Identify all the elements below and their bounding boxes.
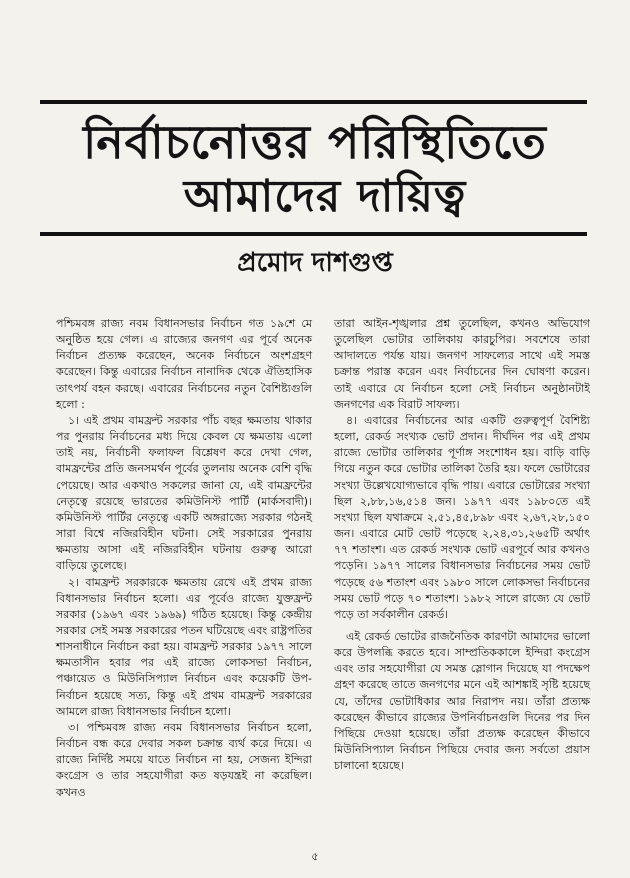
paragraph: ৩। পশ্চিমবঙ্গ রাজ্য নবম বিধানসভার নির্বাচন হলো, নির্বাচন বন্ধ করে দেবার সকল চক্রান্ত ব্যর্থ করে দিয়ে। এ রাজ্যে নির্দিষ্ট সময়ে যাতে নির্বাচন না হয়, সেজন্য ইন্দিরা কংগ্রেস ও তার সহযোগীরা কত ষড়যন্ত্রই না করেছিল। কখনও xyxy=(56,720,312,799)
paragraph: ১। এই প্রথম বামফ্রন্ট সরকার পাঁচ বছর ক্ষমতায় থাকার পর পুনরায় নির্বাচনের মধ্য দিয়ে কেবল যে ক্ষমতায় এলো তাই নয়, নির্বাচনী ফলাফল বিশ্লেষণ করে দেখা গেল, বামফ্রন্টের প্রতি জনসমর্থন পূর্বের তুলনায় অনেক বেশি বৃদ্ধি পেয়েছে। আর একথাও সকলের জানা যে, এই বামফ্রন্টের নেতৃত্বে রয়েছে ভারতের কমিউনিস্ট পার্টি (মার্কসবাদী)। কমিউনিস্ট পার্টির নেতৃত্বে একটি অঙ্গরাজ্যে সরকার গঠনই সারা বিশ্বে নজিরবিহীন ঘটনা। সেই সরকারের পুনরায় ক্ষমতায় আসা এই নজিরবিহীন ঘটনায় গুরুত্ব আরো বাড়িয়ে তুলেছে। xyxy=(56,413,312,573)
paragraph: তারা আইন-শৃঙ্খলার প্রশ্ন তুলেছিল, কখনও অভিযোগ তুলেছিল ভোটার তালিকায় কারচুপির। সবশেষে তারা আদালতে পর্যন্ত যায়। জনগণ সাফল্যের সাথে এই সমস্ত চক্রান্ত পরাস্ত করেন এবং নির্বাচনের দিন ঘোষণা করেন। তাই এবারে যে নির্বাচন হলো সেই নির্বাচন অনুষ্ঠানটাই জনগণের এক বিরাট সাফল্য। xyxy=(334,317,590,411)
paragraph: পশ্চিমবঙ্গ রাজ্য নবম বিধানসভার নির্বাচন গত ১৯শে মে অনুষ্ঠিত হয়ে গেল। এ রাজ্যের জনগণ এর পূর্বে অনেক নির্বাচন প্রত্যক্ষ করেছেন, অনেক নির্বাচনে অংশগ্রহণ করেছেন। কিন্তু এবারের নির্বাচন নানাদিক থেকে ঐতিহাসিক তাৎপর্য বহন করছে। এবারের নির্বাচনের নতুন বৈশিষ্ট্যগুলি হলো : xyxy=(56,317,312,411)
left-column xyxy=(56,316,312,801)
paragraph: এই রেকর্ড ভোটের রাজনৈতিক কারণটা আমাদের ভালো করে উপলব্ধি করতে হবে। সাম্প্রতিককালে ইন্দিরা কংগ্রেস এবং তার সহযোগীরা যে সমস্ত স্লোগান দিয়েছে যা পদক্ষেপ গ্রহণ করেছে তাতে জনগণের মনে এই আশঙ্কাই সৃষ্টি হয়েছে যে, তাঁদের ভোটাধিকার আর নিরাপদ নয়। তাঁরা প্রত্যক্ষ করেছেন কীভাবে রাজ্যের উপনির্বাচনগুলি দিনের পর দিন পিছিয়ে দেওয়া হয়েছে। তাঁরা প্রত্যক্ষ করেছেন কীভাবে মিউনিসিপ্যাল নির্বাচন পিছিয়ে দেবার জন্য সর্বতো প্রয়াস চালানো হয়েছে। xyxy=(334,629,590,773)
title-divider-rule xyxy=(40,232,587,236)
paragraph: ২। বামফ্রন্ট সরকারকে ক্ষমতায় রেখে এই প্রথম রাজ্য বিধানসভার নির্বাচন হলো। এর পূর্বেও রাজ্যে যুক্তফ্রন্ট সরকার (১৯৬৭ এবং ১৯৬৯) গঠিত হয়েছে। কিন্তু কেন্দ্রীয় সরকার সেই সমস্ত সরকারের পতন ঘটিয়েছে এবং রাষ্ট্রপতির শাসনাধীনে নির্বাচন করা হয়। বামফ্রন্ট সরকার ১৯৭৭ সালে ক্ষমতাসীন হবার পর এই রাজ্যে লোকসভা নির্বাচন, পঞ্চায়েত ও মিউনিসিপ্যাল নির্বাচন এবং কয়েকটি উপ-নির্বাচন হয়েছে সত্য, কিন্তু এই প্রথম বামফ্রন্ট সরকারের আমলে রাজ্য বিধানসভার নির্বাচন হলো। xyxy=(56,575,312,718)
right-column xyxy=(334,316,590,774)
author-name: প্রমোদ দাশগুপ্ত xyxy=(237,248,393,278)
page-number: ৫ xyxy=(311,850,319,863)
top-rule xyxy=(40,100,587,104)
paragraph: ৪। এবারের নির্বাচনের আর একটি গুরুত্বপূর্ণ বৈশিষ্ট্য হলো, রেকর্ড সংখ্যক ভোট প্রদান। দীর্ঘদিন পর এই প্রথম রাজ্যে ভোটার তালিকার পূর্ণাঙ্গ সংশোধন হয়। বাড়ি বাড়ি গিয়ে নতুন করে ভোটার তালিকা তৈরি হয়। ফলে ভোটারের সংখ্যা উল্লেখযোগ্যভাবে বৃদ্ধি পায়। এবারে ভোটারের সংখ্যা ছিল ২,৮৮,১৬,৫১৪ জন। ১৯৭৭ এবং ১৯৮০তে এই সংখ্যা ছিল যথাক্রমে ২,৫১,৪৫,৮৯৮ এবং ২,৬৭,২৮,১৫০ জন। এবারে মোট ভোট পড়েছে ২,২৪,৩১,২৬৫টি অর্থাৎ ৭৭ শতাংশ। এত রেকর্ড সংখ্যক ভোট এরপূর্বে আর কখনও পড়েনি। ১৯৭৭ সালের বিধানসভার নির্বাচনের সময় ভোট পড়েছে ৫৬ শতাংশ এবং ১৯৮০ সালে লোকসভা নির্বাচনের সময় ভোট পড়ে ৭০ শতাংশ। ১৯৮২ সালে রাজ্যে যে ভোট পড়ে তা সর্বকালীন রেকর্ড। xyxy=(334,413,590,621)
article-title-line-1: নির্বাচনোত্তর পরিস্থিতিতে xyxy=(83,115,547,169)
article-title-line-2: আমাদের দায়িত্ব xyxy=(183,171,467,222)
